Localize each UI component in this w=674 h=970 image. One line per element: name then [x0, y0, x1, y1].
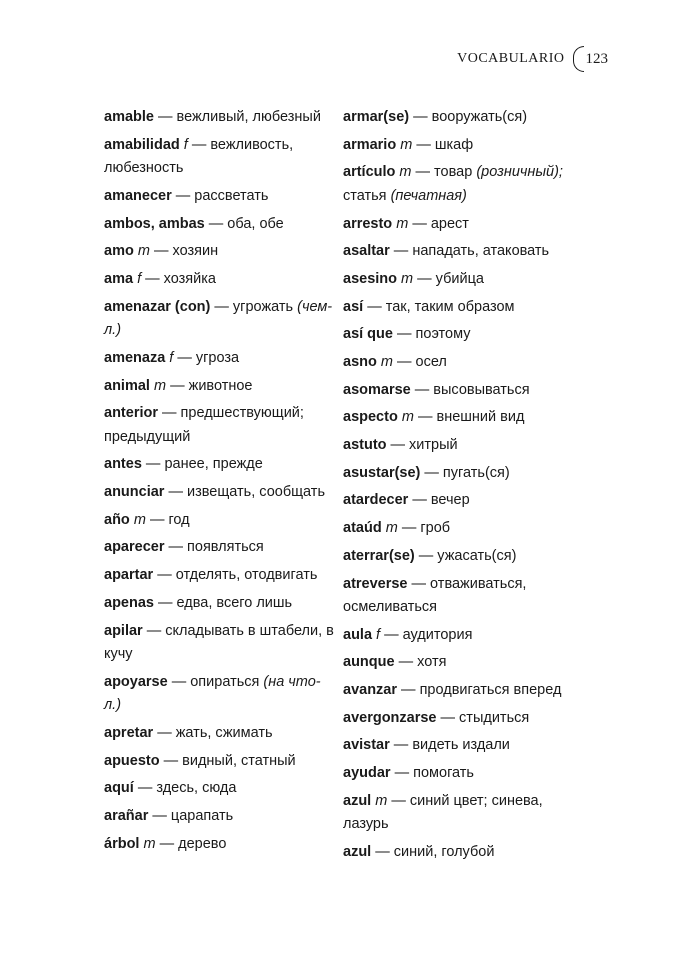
vocab-entry: [343, 790, 575, 837]
translation: — угрожать: [214, 298, 294, 315]
headword: aquí: [104, 780, 134, 797]
vocab-entry: [343, 134, 575, 158]
translation: — вежливость, любезность: [104, 136, 294, 177]
vocab-entry: [343, 161, 575, 208]
vocab-entry: [104, 564, 336, 588]
gender-marker: m: [400, 136, 413, 153]
headword: anunciar: [104, 484, 165, 501]
headword: aterrar(se): [343, 547, 415, 564]
bracket-ornament: [573, 46, 584, 72]
gender-marker: f: [169, 349, 174, 366]
translation: — арест: [412, 215, 469, 232]
vocab-entry: [104, 213, 336, 237]
headword: apuesto: [104, 752, 160, 769]
headword: atreverse: [343, 575, 408, 592]
translation: — здесь, сюда: [137, 780, 237, 797]
section-title: VOCABULARIO: [457, 51, 565, 66]
gender-marker: m: [401, 409, 414, 426]
headword: antes: [104, 456, 142, 473]
vocab-entry: [104, 620, 336, 667]
headword: amo: [104, 243, 134, 260]
translation: — хитрый: [390, 437, 458, 454]
vocab-entry: [343, 406, 575, 430]
vocab-entry: [104, 722, 336, 746]
vocab-entry: [104, 296, 336, 343]
headword: avanzar: [343, 682, 398, 699]
headword: avergonzarse: [343, 709, 437, 726]
vocab-entry: [343, 517, 575, 541]
left-column: [104, 106, 336, 860]
headword: aparecer: [104, 539, 165, 556]
headword: amanecer: [104, 187, 172, 204]
vocab-entry: [343, 462, 575, 486]
vocab-entry: [343, 841, 575, 865]
gender-marker: m: [396, 215, 409, 232]
headword: anterior: [104, 405, 158, 422]
translation: — животное: [170, 377, 253, 394]
headword: así que: [343, 326, 393, 343]
headword: apoyarse: [104, 673, 168, 690]
translation: — видный, статный: [163, 752, 296, 769]
vocab-entry: [343, 213, 575, 237]
translation: — пугать(ся): [424, 464, 510, 481]
translation: — продвигаться вперед: [401, 682, 562, 699]
translation: — складывать в штабели, в кучу: [104, 622, 334, 662]
translation: — вооружать(ся): [413, 109, 528, 125]
usage-note: (розничный);: [476, 164, 563, 181]
gender-marker: m: [137, 243, 150, 260]
gender-marker: m: [375, 792, 388, 809]
right-column: [343, 106, 575, 869]
translation: — гроб: [401, 520, 451, 537]
translation: — оба, обе: [208, 215, 284, 232]
translation: — предшествующий; предыдущий: [104, 405, 304, 445]
gender-marker: f: [183, 136, 188, 153]
translation: — отделять, отодвигать: [157, 567, 318, 584]
headword: apartar: [104, 567, 154, 584]
headword: amenazar (con): [104, 298, 211, 315]
vocab-entry: [104, 833, 336, 857]
translation: — хозяйка: [145, 270, 216, 287]
headword: ayudar: [343, 765, 391, 782]
gender-marker: f: [376, 626, 381, 643]
vocab-entry: [343, 351, 575, 375]
vocab-entry: [343, 240, 575, 264]
headword: aunque: [343, 654, 395, 671]
vocab-entry: [343, 106, 575, 130]
headword: ama: [104, 270, 134, 287]
translation: — жать, сжимать: [157, 724, 273, 741]
usage-note: (на что-л.): [104, 673, 321, 714]
headword: aspecto: [343, 409, 398, 426]
translation: — стыдиться: [440, 709, 530, 726]
vocab-entry: [343, 296, 575, 320]
translation: — царапать: [152, 807, 234, 824]
translation: — синий цвет; синева, лазурь: [343, 792, 543, 833]
headword: arañar: [104, 807, 149, 824]
vocab-entry: [343, 679, 575, 703]
vocab-entry: [343, 624, 575, 648]
translation: — нападать, атаковать: [393, 243, 550, 260]
headword: árbol: [104, 835, 140, 852]
vocab-entry: [104, 375, 336, 399]
vocab-entry: [104, 592, 336, 616]
translation: — убийца: [417, 270, 484, 287]
vocab-entry: [104, 185, 336, 209]
headword: asomarse: [343, 381, 411, 398]
translation: — вечер: [412, 492, 470, 509]
vocab-entry: [104, 453, 336, 477]
translation: — извещать, сообщать: [168, 484, 325, 501]
headword: año: [104, 511, 130, 528]
translation: — поэтому: [397, 326, 471, 343]
headword: ambos, ambas: [104, 215, 205, 232]
headword: aula: [343, 626, 373, 643]
translation: — товар: [415, 164, 473, 181]
headword: artículo: [343, 164, 396, 181]
vocab-entry: [343, 434, 575, 458]
vocab-entry: [104, 509, 336, 533]
headword: armario: [343, 136, 397, 153]
vocab-entry: [104, 536, 336, 560]
vocab-entry: [104, 240, 336, 264]
translation: — аудитория: [384, 626, 473, 643]
translation: — опираться: [171, 673, 260, 690]
headword: apilar: [104, 622, 143, 639]
translation: — дерево: [159, 835, 227, 852]
headword: atardecer: [343, 492, 409, 509]
headword: astuto: [343, 437, 387, 454]
vocab-entry: [343, 489, 575, 513]
translation: — так, таким образом: [367, 298, 515, 315]
headword: amabilidad: [104, 136, 180, 153]
translation: — рассветать: [175, 187, 269, 204]
headword: asesino: [343, 270, 397, 287]
headword: arresto: [343, 215, 393, 232]
headword: avistar: [343, 737, 390, 754]
headword: asno: [343, 354, 377, 370]
vocab-entry: [104, 671, 336, 718]
gender-marker: m: [380, 354, 393, 370]
translation: — хозяин: [153, 243, 219, 260]
headword: azul: [343, 844, 372, 860]
vocab-entry: [104, 805, 336, 829]
vocab-entry: [104, 481, 336, 505]
vocab-entry: [104, 268, 336, 292]
translation: — высовываться: [414, 381, 530, 398]
vocab-entry: [104, 402, 336, 449]
page-number-box: [573, 46, 609, 72]
translation: — ужасать(ся): [418, 547, 517, 564]
headword: asaltar: [343, 243, 390, 260]
vocab-entry: [343, 545, 575, 569]
vocab-entry: [104, 777, 336, 801]
translation: — ранее, прежде: [145, 456, 263, 473]
translation: — вежливый, любезный: [158, 109, 321, 125]
translation: — осел: [397, 354, 447, 370]
vocab-entry: [343, 379, 575, 403]
vocab-entry: [343, 651, 575, 675]
translation: — шкаф: [416, 136, 474, 153]
headword: amenaza: [104, 349, 166, 366]
vocab-entry: [104, 134, 336, 181]
usage-note: (печатная): [390, 187, 467, 204]
translation: — видеть издали: [393, 737, 510, 754]
page-number: 123: [585, 50, 608, 67]
translation: — внешний вид: [417, 409, 525, 426]
vocab-entry: [343, 734, 575, 758]
translation: — появляться: [168, 539, 264, 556]
running-header: [457, 46, 608, 72]
vocab-entry: [343, 762, 575, 786]
vocab-entry: [104, 347, 336, 371]
vocab-entry: [343, 707, 575, 731]
headword: apretar: [104, 724, 154, 741]
translation: — год: [149, 511, 190, 528]
vocab-entry: [343, 573, 575, 620]
headword: azul: [343, 792, 372, 809]
headword: amable: [104, 109, 154, 125]
gender-marker: m: [143, 835, 156, 852]
translation: — отваживаться, осмеливаться: [343, 575, 527, 615]
gender-marker: m: [399, 164, 412, 181]
translation: статья: [343, 187, 387, 204]
gender-marker: f: [137, 270, 142, 287]
gender-marker: m: [133, 511, 146, 528]
gender-marker: m: [401, 270, 414, 287]
headword: animal: [104, 377, 150, 394]
headword: ataúd: [343, 520, 382, 537]
gender-marker: m: [385, 520, 398, 537]
translation: — синий, голубой: [375, 844, 495, 860]
translation: — помогать: [394, 765, 474, 782]
headword: así: [343, 298, 364, 315]
vocab-entry: [104, 106, 336, 130]
usage-note: (чем-л.): [104, 298, 333, 339]
translation: — хотя: [398, 654, 447, 671]
headword: armar(se): [343, 109, 410, 125]
translation: — едва, всего лишь: [158, 594, 293, 611]
vocab-entry: [104, 750, 336, 774]
vocab-entry: [343, 268, 575, 292]
headword: asustar(se): [343, 464, 421, 481]
headword: apenas: [104, 594, 154, 611]
vocab-entry: [343, 323, 575, 347]
gender-marker: m: [153, 377, 167, 394]
translation: — угроза: [177, 349, 240, 366]
